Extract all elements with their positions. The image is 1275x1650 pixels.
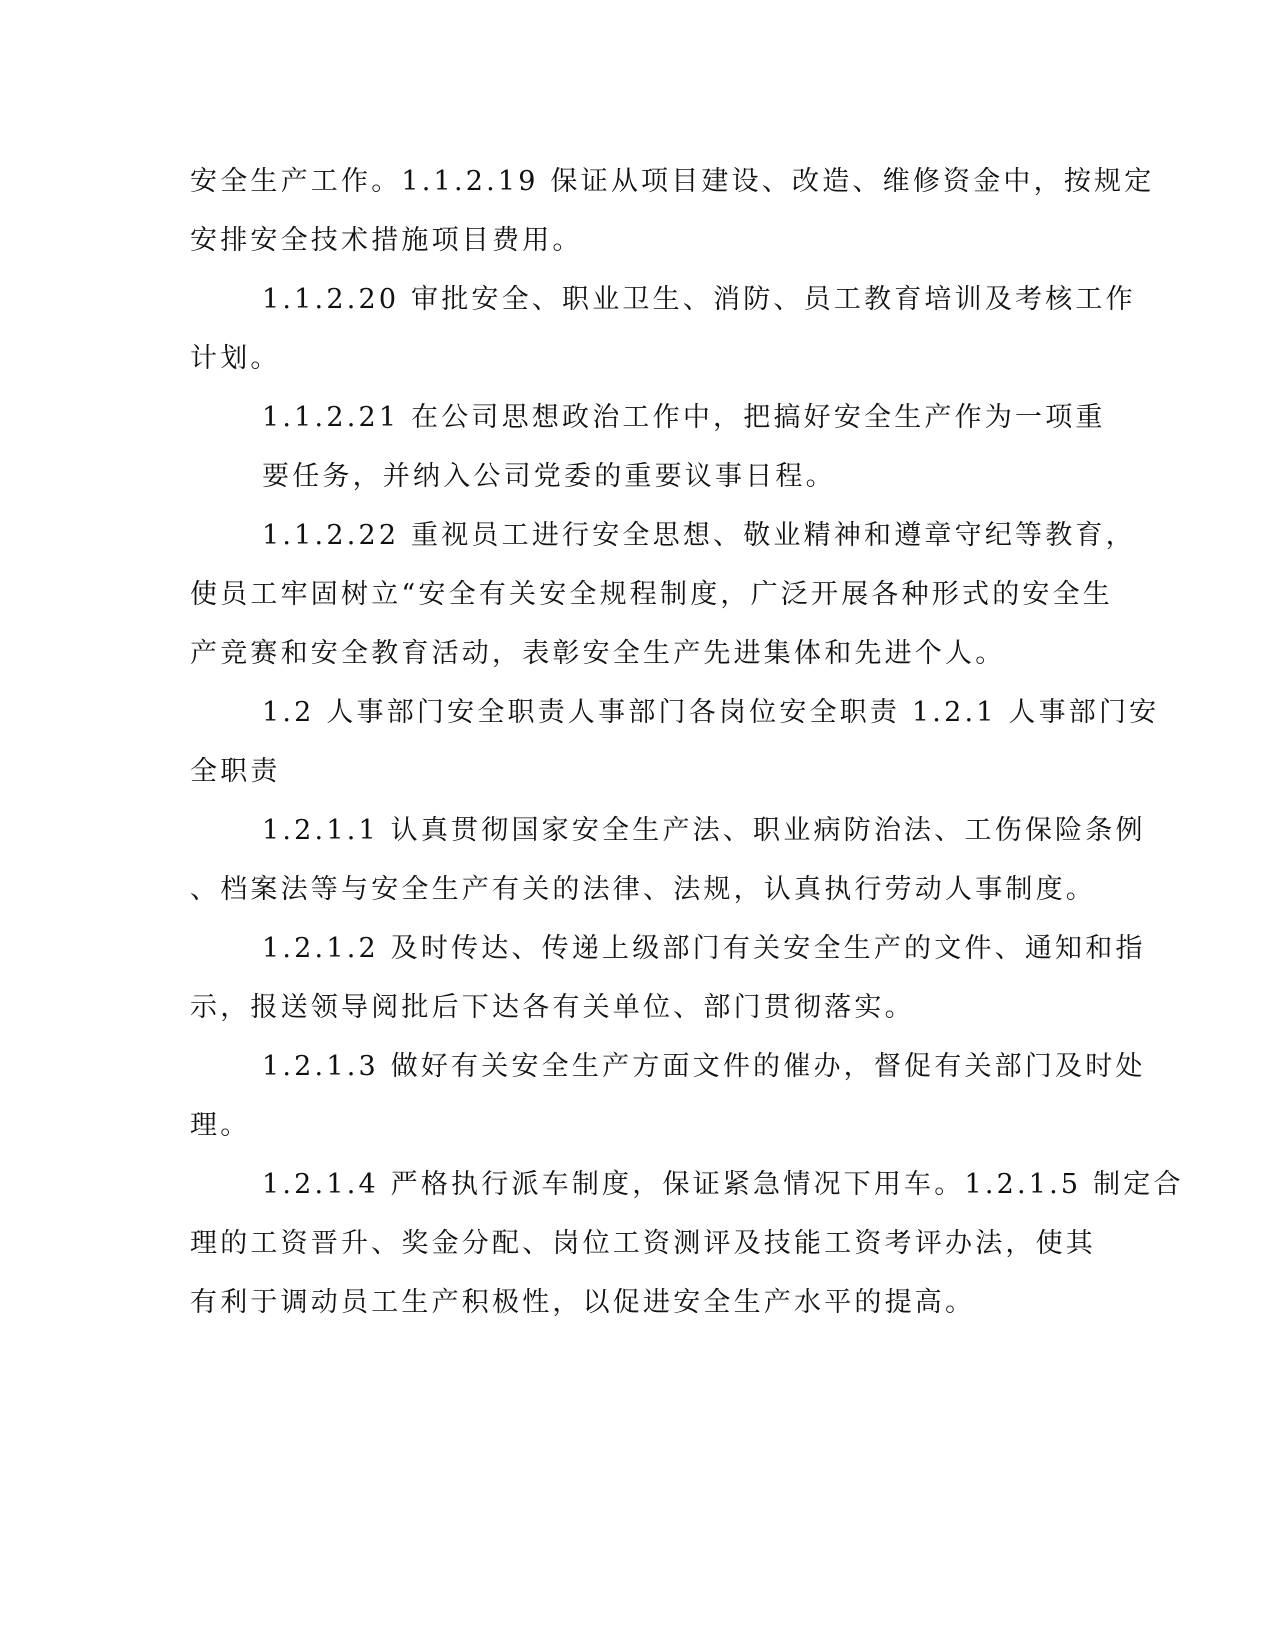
text-line: 1.1.2.22 重视员工进行安全思想、敬业精神和遵章守纪等教育， (262, 520, 1136, 551)
text-line: 要任务，并纳入公司党委的重要议事日程。 (262, 461, 836, 492)
text-line: 1.2.1.3 做好有关安全生产方面文件的催办，督促有关部门及时处 (262, 1051, 1146, 1082)
text-line: 1.2 人事部门安全职责人事部门各岗位安全职责 1.2.1 人事部门安 (262, 697, 1160, 728)
text-line: 全职责 (190, 756, 281, 787)
text-line: 、档案法等与安全生产有关的法律、法规，认真执行劳动人事制度。 (190, 874, 1096, 905)
text-line: 安全生产工作。1.1.2.19 保证从项目建设、改造、维修资金中，按规定 (190, 166, 1155, 197)
text-line: 产竞赛和安全教育活动，表彰安全生产先进集体和先进个人。 (190, 638, 1006, 669)
text-line: 示，报送领导阅批后下达各有关单位、部门贯彻落实。 (190, 992, 915, 1023)
text-line: 有利于调动员工生产积极性，以促进安全生产水平的提高。 (190, 1287, 976, 1318)
text-line: 理。 (190, 1110, 251, 1141)
text-line: 理的工资晋升、奖金分配、岗位工资测评及技能工资考评办法，使其 (190, 1228, 1096, 1259)
text-line: 1.2.1.4 严格执行派车制度，保证紧急情况下用车。1.2.1.5 制定合 (262, 1169, 1184, 1200)
text-line: 计划。 (190, 343, 281, 374)
text-line: 1.1.2.20 审批安全、职业卫生、消防、员工教育培训及考核工作 (262, 284, 1136, 315)
text-line: 安排安全技术措施项目费用。 (190, 225, 583, 256)
text-line: 1.1.2.21 在公司思想政治工作中，把搞好安全生产作为一项重 (262, 402, 1106, 433)
text-line: 1.2.1.1 认真贯彻国家安全生产法、职业病防治法、工伤保险条例 (262, 815, 1146, 846)
text-line: 使员工牢固树立“安全有关安全规程制度，广泛开展各种形式的安全生 (190, 579, 1114, 610)
text-line: 1.2.1.2 及时传达、传递上级部门有关安全生产的文件、通知和指 (262, 933, 1146, 964)
